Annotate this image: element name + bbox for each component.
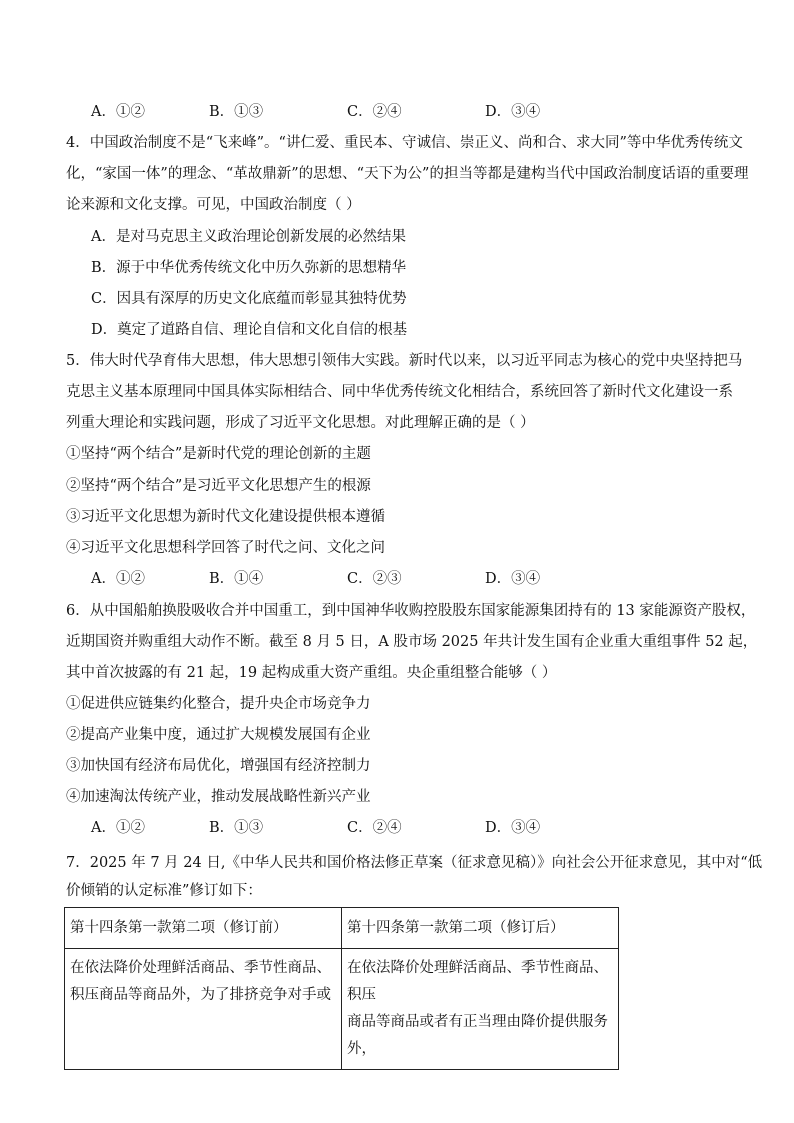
q3-option-a[interactable]: A．①② [91, 104, 145, 120]
q6-option-c[interactable]: C．②④ [347, 820, 402, 836]
q4-choice-c[interactable]: C．因具有深厚的历史文化底蕴而彰显其独特优势 [91, 291, 407, 307]
cell-before-line-1: 在依法降价处理鲜活商品、季节性商品、 [70, 960, 331, 976]
q6-stem-line-3: 其中首次披露的有 21 起，19 起构成重大资产重组。央企重组整合能够（ ） [66, 665, 557, 681]
q4-stem-line-3: 论来源和文化支撑。可见，中国政治制度（ ） [66, 197, 361, 213]
q4-choice-a[interactable]: A．是对马克思主义政治理论创新发展的必然结果 [91, 229, 406, 245]
table-header-before: 第十四条第一款第二项（修订前） [65, 908, 342, 949]
q6-stem-line-2: 近期国资并购重组大动作不断。截至 8 月 5 日，A 股市场 2025 年共计发生国有企业重大重组事件 52 起， [66, 634, 758, 650]
q6-option-b[interactable]: B．①③ [209, 820, 264, 836]
q5-stem-line-3: 列重大理论和实践问题，形成了习近平文化思想。对此理解正确的是（ ） [66, 415, 535, 431]
table-header-after: 第十四条第一款第二项（修订后） [342, 908, 619, 949]
q5-item-3: ③习近平文化思想为新时代文化建设提供根本遵循 [66, 509, 385, 525]
q4-choice-b[interactable]: B．源于中华优秀传统文化中历久弥新的思想精华 [91, 260, 407, 276]
cell-after-line-2: 商品等商品或者有正当理由降价提供服务外， [347, 1014, 608, 1057]
table-cell-after [342, 949, 619, 1070]
q5-option-b[interactable]: B．①④ [209, 571, 264, 587]
table-row [65, 949, 619, 1070]
q4-stem-line-1: 4．中国政治制度不是“飞来峰”。“讲仁爱、重民本、守诚信、崇正义、尚和合、求大同”等中华优秀传统文 [66, 135, 743, 151]
cell-before-line-2: 积压商品等商品外，为了排挤竞争对手或 [70, 987, 331, 1003]
q3-option-d[interactable]: D．③④ [485, 104, 541, 120]
q4-choice-d[interactable]: D．奠定了道路自信、理论自信和文化自信的根基 [91, 322, 408, 338]
q7-stem-line-2: 价倾销的认定标准”修订如下： [66, 883, 262, 899]
q6-option-d[interactable]: D．③④ [485, 820, 541, 836]
q7-stem-line-1: 7．2025 年 7 月 24 日,《中华人民共和国价格法修正草案（征求意见稿）》向社会公开征求意见，其中对“低 [66, 855, 763, 871]
cell-after-line-1: 在依法降价处理鲜活商品、季节性商品、积压 [347, 960, 608, 1003]
q6-item-3: ③加快国有经济布局优化，增强国有经济控制力 [66, 758, 371, 774]
q3-option-b[interactable]: B．①③ [209, 104, 264, 120]
q6-option-a[interactable]: A．①② [91, 820, 145, 836]
q6-stem-line-1: 6．从中国船舶换股吸收合并中国重工，到中国神华收购控股股东国家能源集团持有的 13 家能源资产股权， [66, 603, 756, 619]
q5-item-4: ④习近平文化思想科学回答了时代之问、文化之问 [66, 540, 385, 556]
q4-stem-line-2: 化，“家国一体”的理念、“革故鼎新”的思想、“天下为公”的担当等都是建构当代中国政治制度话语的重要理 [66, 166, 749, 182]
table-header-row [65, 908, 619, 949]
q5-item-2: ②坚持“两个结合”是习近平文化思想产生的根源 [66, 478, 371, 494]
q5-stem-line-1: 5．伟大时代孕育伟大思想，伟大思想引领伟大实践。新时代以来，以习近平同志为核心的党中央坚持把马 [66, 353, 743, 369]
q5-option-c[interactable]: C．②③ [347, 571, 402, 587]
q6-item-1: ①促进供应链集约化整合，提升央企市场竞争力 [66, 696, 371, 712]
table-cell-before [65, 949, 342, 1070]
q3-option-c[interactable]: C．②④ [347, 104, 402, 120]
q5-item-1: ①坚持“两个结合”是新时代党的理论创新的主题 [66, 446, 371, 462]
q5-option-d[interactable]: D．③④ [485, 571, 541, 587]
q5-option-a[interactable]: A．①② [91, 571, 145, 587]
q6-item-4: ④加速淘汰传统产业，推动发展战略性新兴产业 [66, 789, 371, 805]
q5-options [91, 569, 691, 589]
q6-options [91, 818, 691, 838]
q5-stem-line-2: 克思主义基本原理同中国具体实际相结合、同中华优秀传统文化相结合，系统回答了新时代文化建设一系 [66, 384, 733, 400]
price-law-revision-table [64, 907, 619, 1070]
q6-item-2: ②提高产业集中度，通过扩大规模发展国有企业 [66, 727, 371, 743]
q3-options [91, 102, 691, 122]
